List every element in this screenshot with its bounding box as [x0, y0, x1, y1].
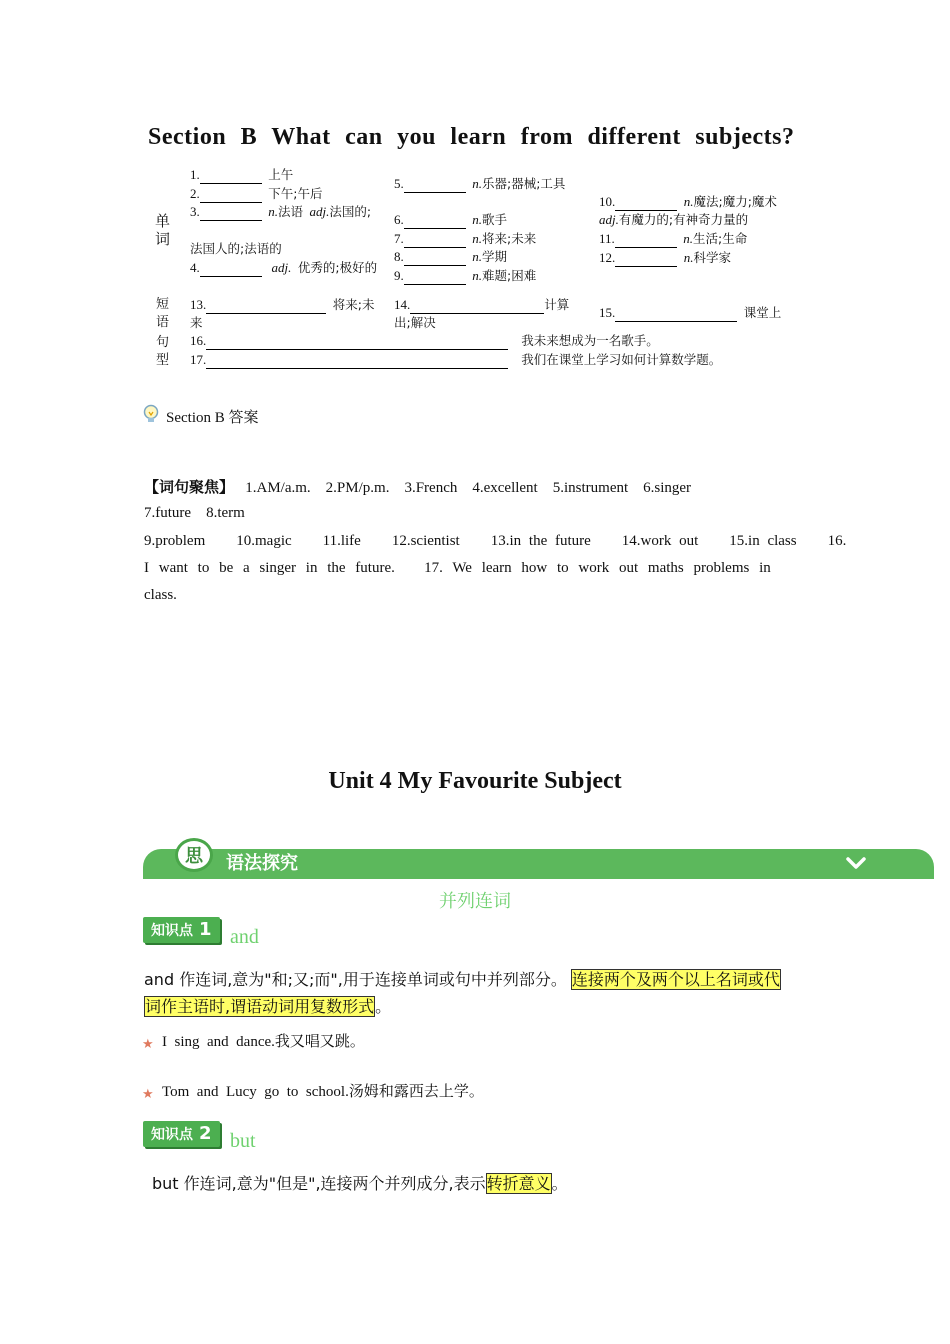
kp-number: 1: [199, 919, 212, 940]
item-number: 13.: [190, 297, 207, 312]
grammar-subtitle: 并列连词: [439, 891, 511, 912]
item-meaning: 上午: [268, 167, 294, 182]
item-number: 3.: [190, 204, 200, 219]
phrase-item-15: [599, 304, 781, 322]
kp2-plain-text: but 作连词,意为"但是",连接两个并列成分,表示: [152, 1174, 486, 1193]
part-of-speech: n.: [472, 231, 482, 246]
answer-blank[interactable]: [200, 171, 262, 184]
part-of-speech: n.: [683, 194, 694, 209]
part-of-speech: adj.: [271, 260, 292, 275]
answer-line-2: 7.future 8.term: [144, 505, 245, 521]
kp-label: 知识点: [151, 1127, 193, 1143]
part-of-speech: n.: [472, 268, 482, 283]
item-meaning: 学期: [482, 249, 508, 264]
item-number: 4.: [190, 260, 200, 275]
part-of-speech: n.: [472, 249, 482, 264]
category-phrases: [156, 296, 170, 332]
item-number: 12.: [599, 250, 616, 265]
answer-blank[interactable]: [206, 356, 508, 369]
part-of-speech: adj.: [309, 204, 330, 219]
item-number: 17.: [190, 352, 207, 367]
category-sentences-text: 句型: [156, 335, 170, 368]
answer-label: 【词句聚焦】: [144, 478, 235, 496]
kp1-end: 。: [375, 997, 392, 1016]
category-sentences: [156, 334, 170, 370]
item-meaning: 将来;未来: [482, 231, 537, 246]
item-number: 6.: [394, 212, 404, 227]
item-meaning: 乐器;器械;工具: [482, 176, 566, 191]
category-words: [155, 212, 171, 248]
item-meaning: 科学家: [693, 250, 732, 265]
chevron-down-icon[interactable]: [843, 851, 869, 875]
item-meaning: 课堂上: [743, 305, 782, 320]
phrase-item-13: [190, 296, 380, 332]
kp1-paragraph-line-2: [144, 993, 391, 1022]
answer-blank[interactable]: [404, 216, 466, 229]
vocab-item-8: [394, 248, 507, 266]
item-number: 9.: [394, 268, 404, 283]
item-meaning: 将来;未来: [190, 297, 375, 330]
answer-blank[interactable]: [206, 337, 508, 350]
knowledge-point-badge-1: [143, 917, 220, 943]
item-number: 1.: [190, 167, 200, 182]
vocab-item-10: [599, 193, 777, 211]
answer-line-3: 9.problem 10.magic 11.life 12.scientist 13.in the future 14.work out 15.in class 16.: [144, 533, 847, 549]
item-meaning: 优秀的;极好的: [297, 260, 378, 275]
vocab-item-3-cont: [190, 240, 282, 258]
item-number: 11.: [599, 231, 615, 246]
sentence-item-17: [190, 351, 721, 369]
item-meaning: 魔法;魔力;魔术: [693, 194, 777, 209]
vocab-item-5: [394, 175, 584, 193]
grammar-banner-title: 语法探究: [226, 853, 298, 874]
item-meaning: 下午;午后: [268, 186, 323, 201]
item-meaning: 法语: [278, 204, 304, 219]
item-number: 2.: [190, 186, 200, 201]
unit-title: Unit 4 My Favourite Subject: [328, 768, 622, 794]
vocab-item-7: [394, 230, 536, 248]
answer-blank[interactable]: [404, 253, 466, 266]
item-meaning: 生活;生命: [693, 231, 748, 246]
vocab-item-10-adj: [599, 211, 748, 229]
thinking-badge-icon: 思: [175, 838, 213, 872]
part-of-speech: n.: [683, 250, 694, 265]
kp1-word: and: [230, 926, 259, 948]
vocab-item-4: [190, 259, 380, 277]
vocab-item-6: [394, 211, 507, 229]
kp1-plain-text: and 作连词,意为"和;又;而",用于连接单词或句中并列部分。: [144, 970, 567, 989]
answer-line-1: [144, 474, 806, 502]
kp1-paragraph: [144, 966, 810, 995]
kp2-paragraph: [152, 1170, 568, 1199]
item-meaning: 我们在课堂上学习如何计算数学题。: [521, 352, 722, 367]
answer-blank[interactable]: [200, 190, 262, 203]
answer-header: Section B 答案: [166, 410, 259, 426]
star-icon: ★: [142, 1036, 154, 1051]
item-meaning: 法国的;: [329, 204, 372, 219]
lightbulb-icon: [143, 404, 159, 426]
answer-blank[interactable]: [615, 309, 737, 322]
kp-number: 2: [199, 1123, 212, 1144]
item-number: 7.: [394, 231, 404, 246]
example-1: I sing and dance.我又唱又跳。: [162, 1034, 365, 1050]
answer-blank[interactable]: [615, 235, 677, 248]
part-of-speech: n.: [683, 231, 694, 246]
item-meaning: 我未来想成为一名歌手。: [521, 333, 659, 348]
part-of-speech: adj.: [599, 212, 619, 227]
phrase-item-14: [394, 296, 584, 332]
item-meaning: 法国人的;法语的: [190, 241, 282, 256]
answer-text: 1.AM/a.m. 2.PM/p.m. 3.French 4.excellent 5.instrument 6.singer: [245, 480, 692, 496]
part-of-speech: n.: [472, 212, 482, 227]
part-of-speech: n.: [472, 176, 482, 191]
answer-blank[interactable]: [404, 180, 466, 193]
kp2-word: but: [230, 1130, 256, 1152]
example-2: Tom and Lucy go to school.汤姆和露西去上学。: [162, 1084, 484, 1100]
kp-label: 知识点: [151, 923, 193, 939]
item-number: 10.: [599, 194, 616, 209]
star-icon: ★: [142, 1086, 154, 1101]
kp2-end: 。: [551, 1174, 568, 1193]
answer-blank[interactable]: [404, 272, 466, 285]
answer-blank[interactable]: [615, 254, 677, 267]
item-meaning: 计算出;解决: [394, 297, 570, 330]
item-number: 16.: [190, 333, 207, 348]
section-title: Section B What can you learn from different subjects?: [148, 124, 795, 150]
item-number: 14.: [394, 297, 411, 312]
answer-blank[interactable]: [615, 198, 677, 211]
answer-line-5: class.: [144, 587, 177, 603]
item-meaning: 歌手: [482, 212, 508, 227]
knowledge-point-badge-2: [143, 1121, 220, 1147]
item-number: 5.: [394, 176, 404, 191]
answer-blank[interactable]: [410, 301, 544, 314]
item-number: 15.: [599, 305, 616, 320]
category-phrases-text: 短语: [156, 297, 170, 330]
vocab-item-11: [599, 230, 747, 248]
answer-blank[interactable]: [200, 264, 262, 277]
answer-blank[interactable]: [404, 235, 466, 248]
item-number: 8.: [394, 249, 404, 264]
vocab-item-2: [190, 185, 322, 203]
category-words-text: 单词: [155, 212, 171, 248]
kp1-highlight-2: 词作主语时,谓语动词用复数形式: [145, 997, 375, 1016]
vocab-item-3: [190, 203, 371, 221]
item-meaning: 有魔力的;有神奇力量的: [618, 212, 749, 227]
vocab-item-9: [394, 267, 536, 285]
vocab-item-1: [190, 166, 293, 184]
part-of-speech: n.: [268, 204, 278, 219]
kp1-highlight-1: 连接两个及两个以上名词或代: [571, 970, 780, 989]
kp2-highlight: 转折意义: [486, 1174, 551, 1193]
item-meaning: 难题;困难: [482, 268, 537, 283]
sentence-item-16: [190, 332, 659, 350]
answer-blank[interactable]: [206, 301, 326, 314]
vocab-item-12: [599, 249, 731, 267]
answer-blank[interactable]: [200, 208, 262, 221]
answer-line-4: I want to be a singer in the future. 17. We learn how to work out maths problems in: [144, 560, 771, 576]
